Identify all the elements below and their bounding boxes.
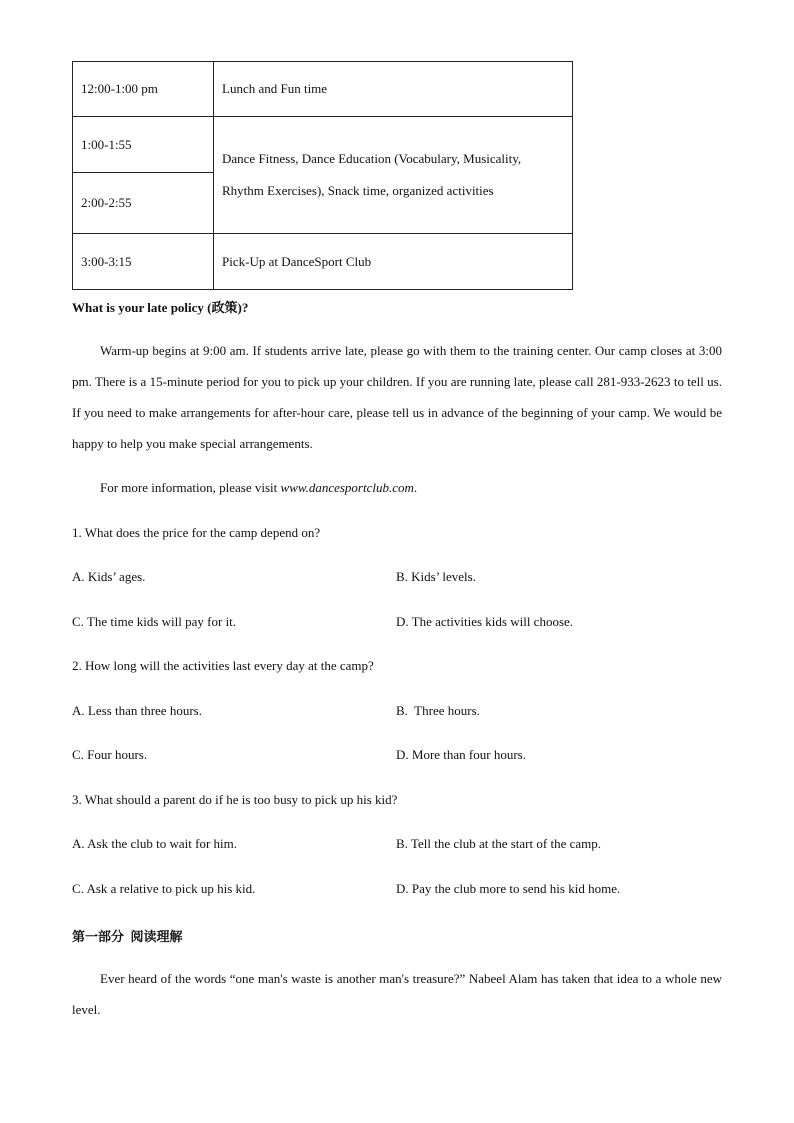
reading-text: Ever heard of the words “one man's waste is another man's treasure?” Nabeel Alam has taken that idea to a whole new level. xyxy=(72,971,722,1017)
question-3: 3. What should a parent do if he is too busy to pick up his kid? xyxy=(72,792,398,807)
schedule-activity: Pick-Up at DanceSport Club xyxy=(214,234,573,290)
schedule-row xyxy=(73,117,573,173)
more-info-suffix: . xyxy=(413,480,418,495)
late-policy-heading: What is your late policy (政策)? xyxy=(72,300,249,315)
q3-option-a: A. Ask the club to wait for him. xyxy=(72,836,238,851)
q2-option-b: B. Three hours. xyxy=(396,703,480,718)
schedule-time: 1:00-1:55 xyxy=(73,117,214,173)
q2-option-c: C. Four hours. xyxy=(72,747,148,762)
schedule-time: 12:00-1:00 pm xyxy=(73,62,214,117)
question-2: 2. How long will the activities last every day at the camp? xyxy=(72,658,374,673)
schedule-row xyxy=(73,234,573,290)
schedule-row xyxy=(73,62,573,117)
schedule-activity: Dance Fitness, Dance Education (Vocabulary, Musicality, Rhythm Exercises), Snack time, organized activities xyxy=(214,117,573,234)
late-policy-paragraph xyxy=(72,335,722,459)
schedule-time: 3:00-3:15 xyxy=(73,234,214,290)
schedule-activity: Lunch and Fun time xyxy=(214,62,573,117)
reading-paragraph xyxy=(72,963,722,1025)
q1-option-a: A. Kids’ ages. xyxy=(72,569,146,584)
q2-option-d: D. More than four hours. xyxy=(396,747,526,762)
q1-option-d: D. The activities kids will choose. xyxy=(396,614,574,629)
more-info-line xyxy=(100,480,417,496)
q3-option-b: B. Tell the club at the start of the camp. xyxy=(396,836,601,851)
q3-option-c: C. Ask a relative to pick up his kid. xyxy=(72,881,256,896)
q3-option-d: D. Pay the club more to send his kid home. xyxy=(396,881,621,896)
more-info-prefix: For more information, please visit xyxy=(100,480,281,495)
question-1: 1. What does the price for the camp depend on? xyxy=(72,525,321,540)
q1-option-c: C. The time kids will pay for it. xyxy=(72,614,237,629)
q1-option-b: B. Kids’ levels. xyxy=(396,569,476,584)
late-policy-text: Warm-up begins at 9:00 am. If students arrive late, please go with them to the training center. Our camp closes at 3:00 pm. There is a 15-minute period for you to pick up your children. If you are running late, please call 281-933-2623 to tell us. If you need to make arrangements for after-hour care, please tell us in advance of the beginning of your camp. We would be happy to help you make special arrangements. xyxy=(72,343,722,451)
schedule-time: 2:00-2:55 xyxy=(73,173,214,234)
schedule-table xyxy=(72,61,573,290)
section-heading: 第一部分 阅读理解 xyxy=(72,929,183,944)
q2-option-a: A. Less than three hours. xyxy=(72,703,202,718)
website-link[interactable]: www.dancesportclub.com xyxy=(280,480,414,495)
